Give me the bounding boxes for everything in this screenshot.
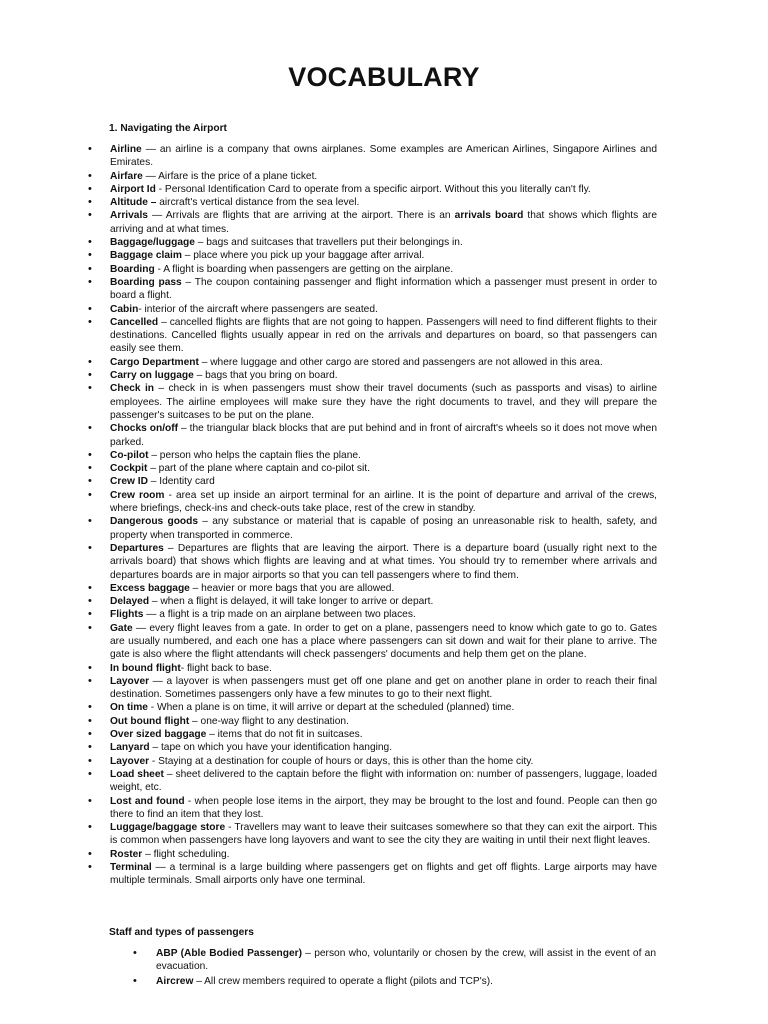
- vocab-entry: [110, 183, 657, 196]
- vocab-entry: [110, 582, 657, 595]
- vocab-term: Crew room: [110, 489, 165, 501]
- vocab-definition: – where luggage and other cargo are stored and passengers are not allowed in this area.: [198, 356, 603, 368]
- vocab-term: Dangerous goods: [110, 516, 199, 528]
- vocab-definition: aircraft's vertical distance from the sea level.: [156, 197, 360, 209]
- vocab-entry: [156, 975, 656, 988]
- vocab-term: In bound flight: [110, 662, 181, 674]
- vocab-entry: [110, 861, 657, 888]
- vocab-entry: [110, 170, 657, 183]
- vocab-term: Cargo Department: [110, 356, 199, 368]
- vocab-entry: [110, 382, 657, 422]
- vocab-term: Load sheet: [110, 768, 164, 780]
- vocab-definition: – place where you pick up your baggage after arrival.: [181, 250, 425, 262]
- vocab-definition: - Personal Identification Card to operate from a specific airport. Without this you literally can't fly.: [155, 183, 591, 195]
- vocab-entry: [110, 196, 657, 209]
- section-heading-staff: Staff and types of passengers: [109, 927, 254, 938]
- vocab-term: Layover: [110, 675, 150, 687]
- vocab-term: Cabin: [110, 303, 139, 315]
- vocab-definition: – when a flight is delayed, it will take longer to arrive or depart.: [149, 596, 434, 608]
- vocab-term: Roster: [110, 848, 143, 860]
- vocab-entry: [110, 675, 657, 702]
- vocab-term: Delayed: [110, 596, 150, 608]
- vocab-term: Altitude –: [110, 197, 157, 209]
- vocab-definition: – check in is when passengers must show their travel documents (such as passports and visas) to airline employees. The airline employees will make sure they have the right documents to travel, and they will prepare the passenger's suitcases to be put on the plane.: [110, 383, 657, 421]
- vocab-term: Crew ID: [110, 476, 148, 488]
- vocab-term: Boarding: [110, 263, 155, 275]
- vocab-entry: [110, 608, 657, 621]
- vocab-term: Luggage/baggage store: [110, 822, 226, 834]
- vocab-term: Chocks on/off: [110, 423, 179, 435]
- vocab-entry: [110, 848, 657, 861]
- vocab-entry: [110, 276, 657, 303]
- vocab-entry: [156, 947, 656, 974]
- vocab-term: Carry on luggage: [110, 370, 194, 382]
- page-title: VOCABULARY: [288, 62, 480, 92]
- vocab-entry: [110, 715, 657, 728]
- vocab-definition: — every flight leaves from a gate. In order to get on a plane, passengers need to know which gate to go to. Gates are usually numbered, and each one has a place where passengers can sit down and wait for their plane to arrive. The gate is also where the flight attendants will check passengers' documents and help them get on the plane.: [110, 622, 657, 661]
- vocab-term: Check in: [110, 383, 155, 395]
- vocab-term: Lanyard: [110, 742, 150, 754]
- vocab-definition: - A flight is boarding when passengers are getting on the airplane.: [154, 263, 454, 275]
- vocab-definition: — Arrivals are flights that are arriving at the airport. There is an: [147, 210, 455, 222]
- vocab-term: Excess baggage: [110, 582, 190, 594]
- vocab-definition: - Staying at a destination for couple of hours or days, this is other than the home city.: [149, 755, 534, 767]
- vocab-definition: – heavier or more bags that you are allowed.: [189, 582, 395, 594]
- vocab-term: Terminal: [110, 862, 152, 874]
- vocab-entry: [110, 542, 657, 582]
- vocab-entry: [110, 316, 657, 356]
- vocab-definition: — a layover is when passengers must get off one plane and get on another plane in order to reach their final destination. Sometimes passengers only have a few minutes to go to their next flight.: [110, 675, 657, 701]
- vocab-term: Lost and found: [110, 795, 185, 807]
- vocab-entry: [110, 249, 657, 262]
- vocab-entry: [110, 236, 657, 249]
- vocab-term: Arrivals: [110, 210, 148, 222]
- vocab-term-inline: arrivals board: [454, 210, 524, 222]
- vocab-definition: – items that do not fit in suitcases.: [206, 729, 363, 741]
- vocab-entry: [110, 595, 657, 608]
- vocab-entry: [110, 821, 657, 848]
- vocab-term: Boarding pass: [110, 276, 182, 288]
- vocab-term: Flights: [110, 609, 144, 621]
- vocab-entry: [110, 755, 657, 768]
- vocab-entry: [110, 449, 657, 462]
- vocab-term: Baggage claim: [110, 250, 182, 262]
- vocab-entry: [110, 422, 657, 449]
- vocab-definition: — Airfare is the price of a plane ticket.: [142, 170, 318, 182]
- vocab-definition: - Travellers may want to leave their suitcases somewhere so that they can exit the airport. This is common when passengers have long layovers and want to see the city they are waiting in until their next flight leaves.: [110, 822, 657, 847]
- vocab-definition: — an airline is a company that owns airplanes. Some examples are American Airlines, Singapore Airlines and Emirates.: [110, 144, 657, 169]
- vocab-term: Airport Id: [110, 183, 156, 195]
- vocab-entry: [110, 475, 657, 488]
- vocab-entry: [110, 369, 657, 382]
- vocab-definition: – bags that you bring on board.: [193, 370, 338, 382]
- vocab-term: Gate: [110, 622, 133, 634]
- vocab-term: Cockpit: [110, 463, 148, 475]
- vocab-term: Airfare: [110, 170, 143, 182]
- vocab-definition: – tape on which you have your identification hanging.: [149, 742, 393, 754]
- vocab-entry: [110, 662, 657, 675]
- vocab-definition: - interior of the aircraft where passengers are seated.: [138, 303, 378, 315]
- vocab-entry: [110, 741, 657, 754]
- vocab-entry: [110, 768, 657, 795]
- vocab-term: Departures: [110, 542, 164, 554]
- section-heading-navigating: 1. Navigating the Airport: [109, 123, 227, 134]
- vocabulary-list: [110, 143, 657, 888]
- vocab-entry: [110, 356, 657, 369]
- vocab-definition-cont: that shows which flights are arriving and at what times.: [110, 210, 657, 235]
- vocab-definition: — a flight is a trip made on an airplane between two places.: [143, 609, 416, 621]
- vocab-definition: – flight scheduling.: [142, 848, 230, 860]
- vocab-term: On time: [110, 702, 148, 714]
- vocab-entry: [110, 462, 657, 475]
- vocab-definition: – Departures are flights that are leaving the airport. There is a departure board (usually right next to the arrivals board) that shows which flights are leaving and at what times. You should try to remember where arrivals and departures boards are in major airports so that you can tell passengers where to find them.: [110, 542, 657, 581]
- vocab-term: Cancelled: [110, 316, 159, 328]
- vocab-term: Co-pilot: [110, 449, 149, 461]
- vocab-definition: – the triangular black blocks that are put behind and in front of aircraft's wheels so it does not move when parked.: [110, 423, 657, 448]
- vocab-definition: – person who, voluntarily or chosen by the crew, will assist in the event of an evacuation.: [156, 948, 657, 973]
- vocab-entry: [110, 143, 657, 170]
- vocab-term: Baggage/luggage: [110, 237, 195, 249]
- vocab-definition: – Identity card: [147, 476, 215, 488]
- vocab-term: Out bound flight: [110, 715, 190, 727]
- vocab-definition: – person who helps the captain flies the plane.: [148, 449, 361, 461]
- vocab-entry: [110, 263, 657, 276]
- vocab-term: Layover: [110, 755, 150, 767]
- vocab-entry: [110, 303, 657, 316]
- vocab-definition: – bags and suitcases that travellers put their belongings in.: [194, 237, 463, 249]
- vocab-definition: - when people lose items in the airport, they may be brought to the lost and found. People can then go there to find an item that they lost.: [110, 795, 657, 820]
- vocab-definition: - flight back to base.: [180, 662, 272, 674]
- vocab-entry: [110, 489, 657, 516]
- vocab-term: ABP (Able Bodied Passenger): [156, 948, 303, 959]
- vocab-term: Over sized baggage: [110, 729, 207, 741]
- vocab-definition: – All crew members required to operate a flight (pilots and TCP's).: [193, 975, 493, 987]
- vocab-term: Airline: [110, 144, 142, 155]
- vocab-term: Aircrew: [156, 975, 194, 987]
- vocab-definition: – The coupon containing passenger and flight information which a passenger must present in order to board a flight.: [110, 276, 657, 302]
- vocab-entry: [110, 728, 657, 741]
- vocab-definition: - When a plane is on time, it will arrive or depart at the scheduled (planned) time.: [147, 702, 515, 714]
- vocab-definition: – one-way flight to any destination.: [189, 715, 349, 727]
- vocab-entry: [110, 701, 657, 714]
- vocab-definition: – part of the plane where captain and co-pilot sit.: [147, 463, 370, 475]
- vocab-definition: — a terminal is a large building where passengers get on flights and get off flights. Large airports may have multiple terminals. Small airports only have one terminal.: [110, 862, 657, 887]
- vocab-entry: [110, 622, 657, 662]
- vocab-definition: – cancelled flights are flights that are not going to happen. Passengers will need to find different flights to their destinations. Cancelled flights usually appear in red on the arrivals and departures on board, so that passengers can easily see them.: [110, 316, 657, 355]
- vocab-definition: – any substance or material that is capable of posing an unreasonable risk to health, safety, and property when transported in commerce.: [110, 516, 657, 541]
- vocab-definition: – sheet delivered to the captain before the flight with information on: number of passengers, luggage, loaded weight, etc.: [110, 768, 658, 794]
- vocab-entry: [110, 795, 657, 822]
- staff-list: [156, 947, 656, 989]
- vocab-entry: [110, 209, 657, 236]
- vocab-entry: [110, 515, 657, 542]
- vocab-definition: - area set up inside an airport terminal for an airline. It is the point of departure and arrival of the crews, where briefings, check-ins and check-outs take place, rest of the crew in standby.: [110, 489, 658, 515]
